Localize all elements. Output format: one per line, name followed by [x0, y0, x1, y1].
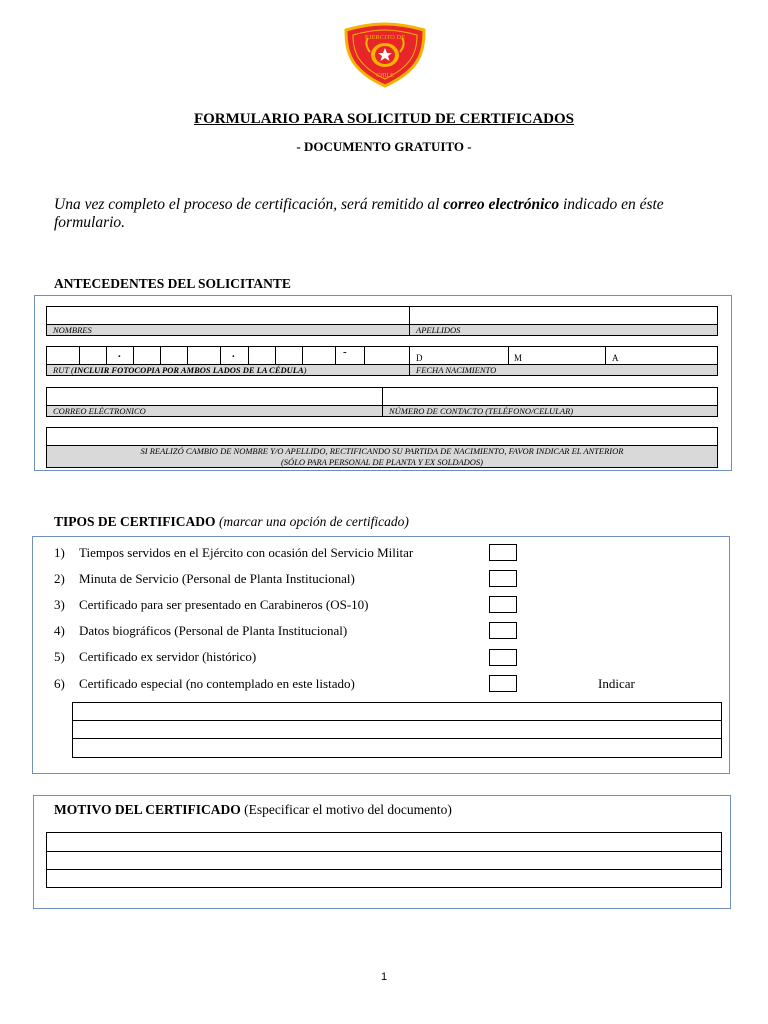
special-certificate-line-3[interactable]	[72, 738, 722, 758]
certificate-option-5-checkbox[interactable]	[489, 649, 517, 666]
option-label: Minuta de Servicio (Personal de Planta Institucional)	[79, 571, 355, 586]
intro-text-after: indicado en éste formulario.	[54, 196, 664, 231]
fecha-nacimiento-label: FECHA NACIMIENTO	[409, 364, 718, 376]
certificate-option-2	[54, 571, 355, 587]
reason-line-1[interactable]	[46, 832, 722, 852]
certificate-option-6-checkbox[interactable]	[489, 675, 517, 692]
certificate-option-3-checkbox[interactable]	[489, 596, 517, 613]
certificate-option-4-checkbox[interactable]	[489, 622, 517, 639]
indicate-label: Indicar	[598, 676, 635, 691]
reason-line-3[interactable]	[46, 869, 722, 888]
rut-digit-box[interactable]	[187, 346, 221, 365]
certificate-option-2-checkbox[interactable]	[489, 570, 517, 587]
option-number: 6)	[54, 676, 65, 691]
certificate-option-1	[54, 545, 413, 561]
rut-digit-box[interactable]	[133, 346, 161, 365]
birth-year-marker: A	[612, 353, 619, 363]
nombres-input[interactable]	[46, 306, 410, 325]
option-number: 5)	[54, 649, 65, 664]
reason-heading	[54, 802, 452, 818]
option-label: Certificado ex servidor (histórico)	[79, 649, 257, 664]
rut-digit-box[interactable]	[248, 346, 276, 365]
name-change-label-line1: SI REALIZÓ CAMBIO DE NOMBRE Y/O APELLIDO, RECTIFICANDO SU PARTIDA DE NACIMIENTO, FAVOR INDICAR EL ANTERIOR	[140, 446, 624, 456]
contact-number-input[interactable]	[382, 387, 718, 406]
rut-label-bold: INCLUIR FOTOCOPIA POR AMBOS LADOS DE LA CÉDULA	[73, 365, 304, 375]
army-crest-logo	[344, 22, 426, 88]
previous-name-input[interactable]	[46, 427, 718, 446]
rut-label	[46, 364, 410, 376]
certificate-option-3	[54, 597, 369, 613]
page-number: 1	[380, 971, 388, 983]
nombres-label: NOMBRES	[46, 324, 410, 336]
correo-label: CORREO ELÉCTRONICO	[46, 405, 383, 417]
certificate-option-5	[54, 649, 256, 665]
certificate-option-1-checkbox[interactable]	[489, 544, 517, 561]
rut-digit-box[interactable]	[46, 346, 80, 365]
crest-text-top: EJERCITO DE	[364, 34, 406, 41]
reason-title: MOTIVO DEL CERTIFICADO	[54, 802, 241, 817]
birth-month-marker: M	[514, 353, 523, 363]
certificate-types-title: TIPOS DE CERTIFICADO	[54, 514, 216, 529]
reason-line-2[interactable]	[46, 851, 722, 870]
rut-separator: -	[343, 346, 347, 358]
rut-label-suffix: )	[303, 365, 307, 375]
apellidos-input[interactable]	[409, 306, 718, 325]
name-change-label-line2: (SÓLO PARA PERSONAL DE PLANTA Y EX SOLDADOS)	[280, 457, 484, 467]
certificate-option-4	[54, 623, 347, 639]
certificate-option-6	[54, 676, 355, 692]
option-number: 4)	[54, 623, 65, 638]
rut-verifier-box[interactable]	[364, 346, 410, 365]
reason-note: (Especificar el motivo del documento)	[244, 802, 452, 817]
intro-text-bold: correo electrónico	[443, 196, 560, 213]
birth-day-input[interactable]	[409, 346, 509, 365]
applicant-section-heading: ANTECEDENTES DEL SOLICITANTE	[54, 276, 291, 291]
contacto-label: NÚMERO DE CONTACTO (TELÉFONO/CELULAR)	[382, 405, 718, 417]
name-change-label	[46, 445, 718, 468]
rut-digit-box[interactable]	[275, 346, 303, 365]
apellidos-label: APELLIDOS	[409, 324, 718, 336]
intro-text-before: Una vez completo el proceso de certificación, será remitido al	[54, 196, 444, 213]
rut-digit-box[interactable]	[160, 346, 188, 365]
certificate-types-heading	[54, 514, 409, 530]
intro-paragraph	[54, 196, 734, 232]
option-number: 2)	[54, 571, 65, 586]
special-certificate-line-1[interactable]	[72, 702, 722, 721]
rut-digit-box[interactable]	[79, 346, 107, 365]
rut-label-prefix: RUT (	[53, 365, 74, 375]
birth-year-input[interactable]	[605, 346, 718, 365]
option-label: Certificado para ser presentado en Carabineros (OS-10)	[79, 597, 369, 612]
rut-digit-box[interactable]	[302, 346, 336, 365]
certificate-types-note: (marcar una opción de certificado)	[218, 514, 409, 529]
option-label: Datos biográficos (Personal de Planta Institucional)	[79, 623, 348, 638]
rut-separator: .	[118, 348, 121, 360]
rut-separator: .	[232, 348, 235, 360]
option-label: Certificado especial (no contemplado en este listado)	[79, 676, 355, 691]
option-label: Tiempos servidos en el Ejército con ocasión del Servicio Militar	[79, 545, 414, 560]
email-input[interactable]	[46, 387, 383, 406]
option-number: 1)	[54, 545, 65, 560]
special-certificate-line-2[interactable]	[72, 720, 722, 739]
birth-month-input[interactable]	[508, 346, 606, 365]
crest-text-bottom: CHILE	[376, 73, 394, 79]
rut-digit-box[interactable]	[335, 346, 365, 365]
birth-day-marker: D	[416, 353, 423, 363]
document-subtitle: - DOCUMENTO GRATUITO -	[296, 139, 472, 154]
document-title: FORMULARIO PARA SOLICITUD DE CERTIFICADOS	[193, 111, 575, 127]
option-number: 3)	[54, 597, 65, 612]
